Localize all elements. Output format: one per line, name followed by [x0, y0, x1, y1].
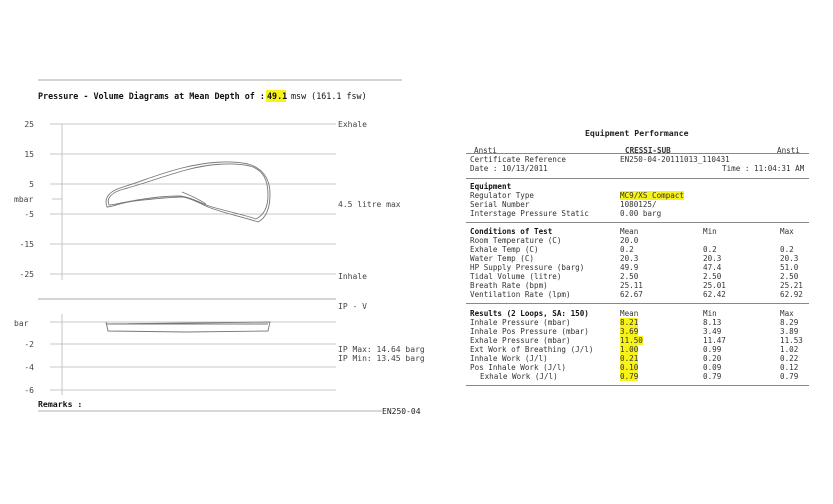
conditions-row-mean: 49.9: [620, 263, 639, 272]
equipment-performance-title: Equipment Performance: [585, 128, 689, 138]
conditions-row-mean: 25.11: [620, 281, 643, 290]
pv-tick-label: -15: [19, 240, 34, 249]
equipment-row-value: MC9/XS Compact: [620, 191, 685, 200]
conditions-row-mean: 20.0: [620, 236, 639, 245]
equipment-row-label: Interstage Pressure Static: [470, 209, 589, 218]
equipment-row-value: 1080125/: [620, 200, 657, 209]
conditions-row-label: Exhale Temp (C): [470, 245, 539, 254]
title-depth: 49.1: [267, 91, 288, 101]
results-row-label: Exhale Pressure (mbar): [470, 336, 571, 345]
pv-tick-label: -25: [19, 270, 34, 279]
results-row-max: 11.53: [780, 336, 803, 345]
ip-min-text: IP Min: 13.45 barg: [338, 354, 425, 363]
conditions-row-max: 62.92: [780, 290, 803, 299]
pv-loop-curves: [106, 162, 270, 222]
conditions-row-mean: 0.2: [620, 245, 634, 254]
section-rule: [466, 222, 809, 223]
column-header: Mean: [620, 227, 639, 236]
results-row-max: 8.29: [780, 318, 799, 327]
conditions-row-label: Room Temperature (C): [470, 236, 562, 245]
equipment-row-value: 0.00 barg: [620, 209, 662, 218]
pv-tick-label: 15: [24, 150, 34, 159]
left-brand: Ansti: [474, 146, 497, 155]
column-header: Min: [703, 227, 717, 236]
conditions-section-title: Conditions of Test: [470, 227, 553, 236]
column-header: Max: [780, 309, 794, 318]
column-header: Max: [780, 227, 794, 236]
results-row-min: 11.47: [703, 336, 726, 345]
pv-loop-1: [106, 162, 270, 222]
right-brand: Ansti: [777, 146, 800, 155]
results-row-max: 0.22: [780, 354, 799, 363]
results-row-min: 3.49: [703, 327, 722, 336]
equipment-row-label: Serial Number: [470, 200, 530, 209]
cert-value: EN250-04-20111013_110431: [620, 155, 730, 164]
results-row-label: Exhale Work (J/l): [480, 372, 558, 381]
max-volume-label: 4.5 litre max: [338, 200, 401, 209]
ip-tick-label: -2: [24, 340, 34, 349]
conditions-row-max: 25.21: [780, 281, 803, 290]
equipment-performance-table: [462, 0, 833, 500]
pv-tick-label: 25: [24, 120, 34, 129]
results-row-label: Inhale Pos Pressure (mbar): [470, 327, 589, 336]
ip-y-label: bar: [14, 319, 29, 328]
results-row-min: 0.09: [703, 363, 722, 372]
equipment-section-title: Equipment: [470, 182, 512, 191]
pv-tick-label: -5: [24, 210, 34, 219]
results-row-mean: 3.69: [620, 327, 639, 336]
conditions-row-min: 0.2: [703, 245, 717, 254]
diagram-title: [38, 91, 265, 101]
results-row-min: 0.79: [703, 372, 722, 381]
results-row-mean: 0.21: [620, 354, 639, 363]
column-header: Min: [703, 309, 717, 318]
results-row-label: Ext Work of Breathing (J/l): [470, 345, 594, 354]
conditions-row-max: 2.50: [780, 272, 799, 281]
ip-tick-label: -4: [24, 363, 34, 372]
pv-y-label: mbar: [14, 195, 34, 204]
results-row-mean: 0.10: [620, 363, 639, 372]
pv-grid: [50, 124, 336, 280]
cert-label: Certificate Reference: [470, 155, 567, 164]
conditions-row-label: Breath Rate (bpm): [470, 281, 548, 290]
header-rule: [466, 153, 809, 154]
results-row-min: 0.20: [703, 354, 722, 363]
results-row-max: 0.79: [780, 372, 799, 381]
results-row-max: 0.12: [780, 363, 799, 372]
results-row-mean: 1.00: [620, 345, 639, 354]
equipment-row-label: Regulator Type: [470, 191, 535, 200]
conditions-row-max: 0.2: [780, 245, 794, 254]
results-row-max: 1.02: [780, 345, 799, 354]
conditions-row-label: HP Supply Pressure (barg): [470, 263, 585, 272]
results-row-max: 3.89: [780, 327, 799, 336]
date-label: Date : 10/13/2011: [470, 164, 548, 173]
conditions-row-label: Ventilation Rate (lpm): [470, 290, 571, 299]
results-row-mean: 8.21: [620, 318, 639, 327]
conditions-row-max: 20.3: [780, 254, 799, 263]
conditions-row-max: 51.0: [780, 263, 799, 272]
remarks-label: Remarks :: [38, 399, 83, 409]
pv-tick-label: 5: [29, 180, 34, 189]
results-row-mean: 0.79: [620, 372, 639, 381]
conditions-row-min: 62.42: [703, 290, 726, 299]
conditions-row-min: 20.3: [703, 254, 722, 263]
results-row-label: Inhale Pressure (mbar): [470, 318, 571, 327]
results-row-label: Pos Inhale Work (J/l): [470, 363, 567, 372]
results-row-mean: 11.50: [620, 336, 643, 345]
title-suffix: msw (161.1 fsw): [291, 91, 367, 101]
conditions-row-min: 2.50: [703, 272, 722, 281]
conditions-row-label: Tidal Volume (litre): [470, 272, 562, 281]
ip-grid: [50, 314, 336, 395]
conditions-row-mean: 62.67: [620, 290, 643, 299]
time-label: Time : 11:04:31 AM: [722, 164, 805, 173]
conditions-row-mean: 2.50: [620, 272, 639, 281]
center-brand: CRESSI-SUB: [625, 146, 671, 155]
results-section-title: Results (2 Loops, SA: 150): [470, 309, 589, 318]
ip-max-text: IP Max: 14.64 barg: [338, 345, 425, 354]
results-row-min: 8.13: [703, 318, 722, 327]
ip-tick-labels: [24, 340, 34, 395]
bottom-rule: [466, 385, 809, 386]
conditions-row-mean: 20.3: [620, 254, 639, 263]
results-row-label: Inhale Work (J/l): [470, 354, 548, 363]
inhale-label: Inhale: [338, 272, 367, 281]
results-row-min: 0.99: [703, 345, 722, 354]
title-prefix: Pressure - Volume Diagrams at Mean Depth of :: [38, 91, 265, 101]
pv-loop-2: [108, 164, 268, 219]
ip-trace: [106, 322, 270, 332]
section-rule: [466, 303, 809, 304]
conditions-row-min: 25.01: [703, 281, 726, 290]
conditions-row-min: 47.4: [703, 263, 722, 272]
section-rule: [466, 178, 809, 179]
column-header: Mean: [620, 309, 639, 318]
ip-tick-label: -6: [24, 386, 34, 395]
conditions-row-label: Water Temp (C): [470, 254, 535, 263]
ip-v-title: IP - V: [338, 302, 367, 311]
footer-code: EN250-04: [382, 407, 421, 416]
exhale-label: Exhale: [338, 120, 367, 129]
